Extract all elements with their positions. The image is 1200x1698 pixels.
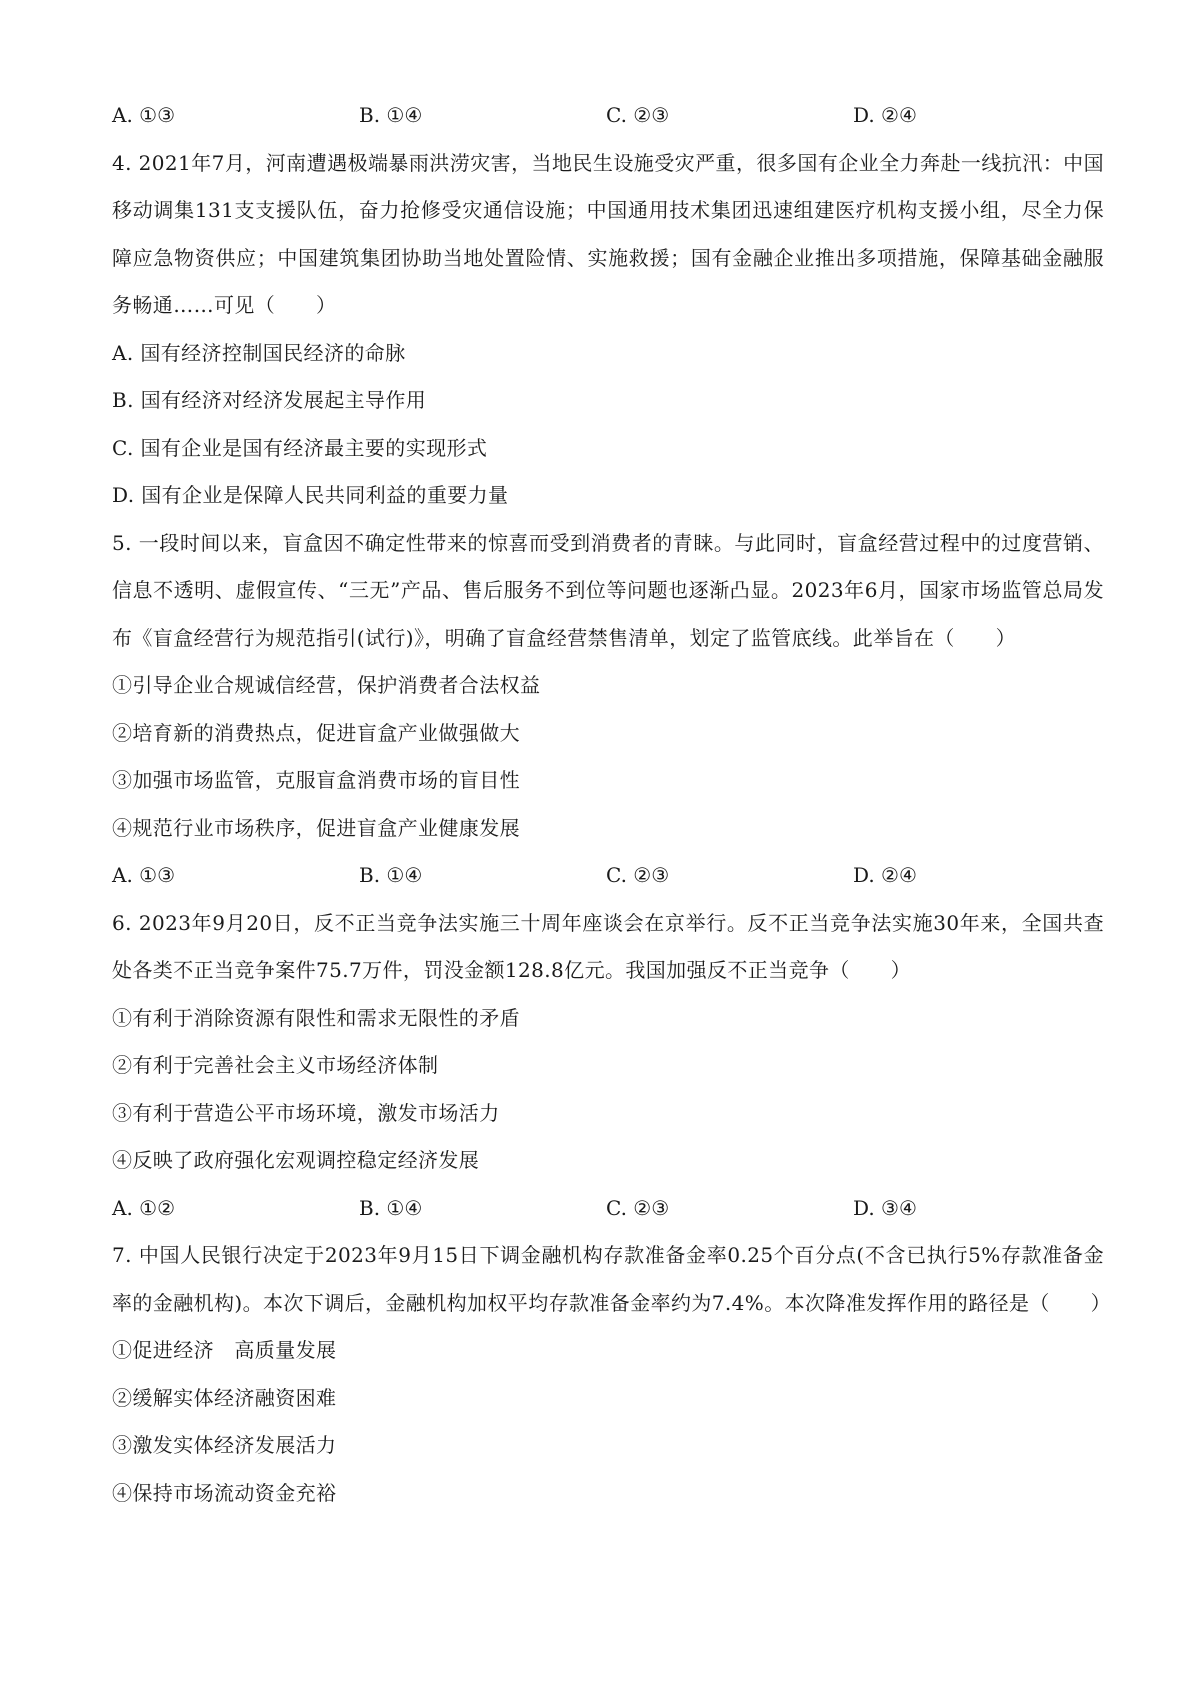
- q5-item-4: ④规范行业市场秩序，促进盲盒产业健康发展: [112, 815, 520, 840]
- q5-option-a[interactable]: A. ①③: [112, 863, 176, 887]
- question-4: [112, 140, 1104, 520]
- q6-option-d[interactable]: D. ③④: [853, 1195, 917, 1220]
- q6-item-1: ①有利于消除资源有限性和需求无限性的矛盾: [112, 1005, 520, 1030]
- q7-item-1: ①促进经济 高质量发展: [112, 1338, 337, 1362]
- q5-stem: 5. 一段时间以来，盲盒因不确定性带来的惊喜而受到消费者的青睐。与此同时，盲盒经营过程中的过度营销、信息不透明、虚假宣传、“三无”产品、售后服务不到位等问题也逐渐凸显。2023年6月，国家市场监管总局发布《盲盒经营行为规范指引(试行)》，明确了盲盒经营禁售清单，划定了监管底线。此举旨在（ ）: [112, 530, 1104, 650]
- q4-choice-a[interactable]: A. 国有经济控制国民经济的命脉: [112, 340, 406, 365]
- q7-item-3: ③激发实体经济发展活力: [112, 1433, 337, 1457]
- q3-option-d[interactable]: D. ②④: [853, 103, 917, 127]
- question-7: [112, 1232, 1112, 1517]
- question-5: [112, 520, 1104, 900]
- q4-choice-d[interactable]: D. 国有企业是保障人民共同利益的重要力量: [112, 483, 509, 507]
- q5-option-c[interactable]: C. ②③: [606, 863, 670, 887]
- q6-option-b[interactable]: B. ①④: [359, 1195, 423, 1220]
- q4-choice-b[interactable]: B. 国有经济对经济发展起主导作用: [112, 388, 427, 412]
- question-6: [112, 900, 1104, 1233]
- q6-option-a[interactable]: A. ①②: [112, 1195, 176, 1220]
- q7-item-4: ④保持市场流动资金充裕: [112, 1480, 337, 1505]
- q5-options: [112, 852, 1104, 900]
- q5-item-2: ②培育新的消费热点，促进盲盒产业做强做大: [112, 720, 520, 745]
- q5-option-b[interactable]: B. ①④: [359, 863, 423, 887]
- q6-options: [112, 1185, 1104, 1233]
- q5-option-d[interactable]: D. ②④: [853, 863, 917, 887]
- q4-choice-c[interactable]: C. 国有企业是国有经济最主要的实现形式: [112, 435, 488, 460]
- q7-item-2: ②缓解实体经济融资困难: [112, 1385, 337, 1410]
- q6-item-4: ④反映了政府强化宏观调控稳定经济发展: [112, 1148, 480, 1172]
- q6-stem: 6. 2023年9月20日，反不正当竞争法实施三十周年座谈会在京举行。反不正当竞争法实施30年来，全国共查处各类不正当竞争案件75.7万件，罚没金额128.8亿元。我国加强反不正当竞争（ ）: [112, 910, 1104, 982]
- q5-item-3: ③加强市场监管，克服盲盒消费市场的盲目性: [112, 768, 520, 792]
- q3-option-a[interactable]: A. ①③: [112, 103, 176, 127]
- q6-item-3: ③有利于营造公平市场环境，激发市场活力: [112, 1100, 500, 1125]
- q3-option-c[interactable]: C. ②③: [606, 103, 670, 127]
- q3-option-b[interactable]: B. ①④: [359, 103, 423, 127]
- q7-stem: 7. 中国人民银行决定于2023年9月15日下调金融机构存款准备金率0.25个百分点(不含已执行5%存款准备金率的金融机构)。本次下调后，金融机构加权平均存款准备金率约为7.4%。本次降准发挥作用的路径是（ ）: [112, 1243, 1112, 1315]
- q3-options: [112, 92, 1104, 140]
- q6-option-c[interactable]: C. ②③: [606, 1195, 670, 1220]
- q5-item-1: ①引导企业合规诚信经营，保护消费者合法权益: [112, 673, 541, 697]
- q6-item-2: ②有利于完善社会主义市场经济体制: [112, 1053, 439, 1077]
- q4-stem: 4. 2021年7月，河南遭遇极端暴雨洪涝灾害，当地民生设施受灾严重，很多国有企业全力奔赴一线抗汛：中国移动调集131支支援队伍，奋力抢修受灾通信设施；中国通用技术集团迅速组建医疗机构支援小组，尽全力保障应急物资供应；中国建筑集团协助当地处置险情、实施救援；国有金融企业推出多项措施，保障基础金融服务畅通……可见（ ）: [112, 150, 1104, 317]
